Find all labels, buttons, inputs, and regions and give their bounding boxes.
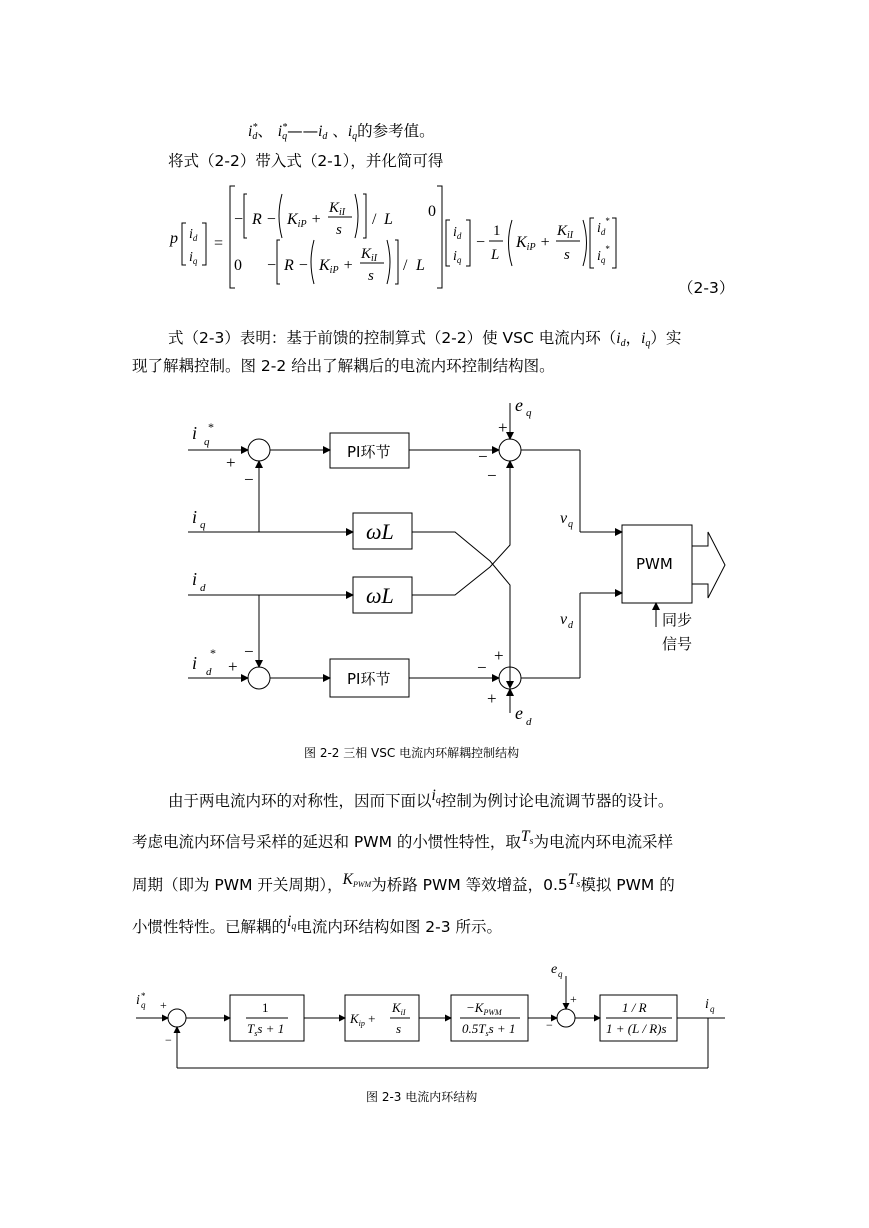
svg-text:1 + (L / R)s: 1 + (L / R)s — [606, 1021, 667, 1036]
text-run: ）实 — [650, 329, 682, 347]
svg-text:L: L — [416, 257, 425, 274]
label-iq-ref-sub: q — [204, 436, 210, 448]
svg-text:−: − — [476, 234, 486, 251]
svg-text:q: q — [526, 407, 532, 419]
svg-text:L: L — [384, 211, 393, 228]
svg-text:e: e — [515, 703, 523, 723]
sum-junction-d1 — [248, 667, 270, 689]
paragraph-2-line-4: 小惯性特性。已解耦的$i_q$电流内环结构如图 2-3 所示。 — [132, 913, 502, 936]
svg-text:−: − — [477, 658, 487, 677]
svg-text:−: − — [233, 211, 244, 228]
svg-text:d: d — [526, 716, 532, 728]
svg-text:R −: R − — [284, 257, 309, 274]
svg-text:+: + — [570, 992, 577, 1006]
svg-text:s: s — [564, 247, 570, 263]
separator: 、 — [332, 122, 348, 140]
svg-text:i: i — [192, 423, 198, 443]
svg-text:s: s — [336, 222, 342, 238]
reference-definition-line: $i_d^*$、 $i_q^*——i_d$ 、$i_q$的参考值。 — [248, 122, 435, 142]
svg-text:+: + — [498, 418, 508, 437]
svg-text:KiP +: KiP + — [287, 211, 322, 230]
omega-l-label-2: ωL — [366, 583, 394, 608]
svg-text:iq: $i_q$ — [453, 249, 462, 265]
figure-2-3-diagram — [128, 958, 728, 1073]
svg-text:q: q — [710, 1004, 715, 1014]
text-run: ， — [625, 329, 642, 347]
svg-text:i: i — [705, 997, 709, 1012]
svg-text:0: 0 — [234, 257, 242, 274]
separator: 、 — [257, 122, 273, 140]
svg-text:v: v — [560, 611, 568, 628]
svg-text:−: − — [487, 466, 497, 485]
svg-text:KiP +: KiP + — [516, 234, 551, 253]
svg-text:KiI: $K_{iI}$ — [392, 1000, 406, 1017]
pi-label-top: PI环节 — [347, 443, 391, 461]
text-run: 控制为例讨论电流调节器的设计。 — [440, 792, 674, 810]
svg-text:KiI: $K_{iI}$ — [329, 200, 346, 218]
svg-text:e: e — [515, 395, 523, 415]
text-run: 式（2-3）表明：基于前馈的控制算式（2-2）使 VSC 电流内环（ — [168, 329, 617, 347]
svg-text:−: − — [546, 1018, 553, 1032]
svg-text:s: s — [368, 268, 374, 284]
svg-text:s: s — [396, 1021, 402, 1036]
text-run: 小惯性特性。已解耦的 — [132, 918, 288, 936]
svg-text:−: − — [266, 257, 277, 274]
sum-junction-q1 — [248, 439, 270, 461]
svg-text:d: d — [206, 666, 212, 678]
svg-text:L: L — [491, 247, 500, 263]
svg-text:i: i — [136, 993, 140, 1008]
svg-text:*: * — [210, 646, 216, 660]
svg-text:+: + — [228, 657, 238, 676]
svg-text:/: / — [372, 211, 377, 228]
svg-text:=: = — [214, 235, 224, 252]
svg-text:KiI: $K_{iI}$ — [557, 223, 574, 241]
sync-label-2: 信号 — [662, 635, 693, 653]
svg-text:*: * — [208, 420, 214, 434]
svg-text:KiI: $K_{iI}$ — [361, 246, 378, 264]
svg-text:Kip +: $K_{ip}$ + — [350, 1011, 376, 1028]
svg-text:−: − — [165, 1033, 172, 1047]
svg-text:i: i — [192, 569, 198, 589]
paragraph-1-line-1: 式（2-3）表明：基于前馈的控制算式（2-2）使 VSC 电流内环（$i_d$，$i_q$）实 — [168, 329, 682, 349]
svg-text:0: 0 — [428, 203, 436, 220]
text-run: 由于两电流内环的对称性，因而下面以 — [168, 792, 432, 810]
svg-text:+: + — [494, 646, 504, 665]
svg-text:1: 1 — [262, 1000, 269, 1015]
equation-number: （2-3） — [678, 279, 735, 297]
svg-text:q: q — [141, 1000, 146, 1010]
output-arrow — [692, 532, 725, 598]
svg-text:v: v — [560, 510, 568, 527]
svg-text:/: / — [403, 257, 408, 274]
svg-text:−KPWM: $-K_{PWM}$ — [466, 1000, 502, 1017]
svg-text:KiP +: KiP + — [319, 257, 354, 276]
paragraph-2-line-2: 考虑电流内环信号采样的延迟和 PWM 的小惯性特性，取$T_s$为电流内环电流采样 — [132, 828, 673, 851]
figure-2-2-diagram — [170, 395, 750, 735]
svg-text:*: * — [141, 991, 146, 1001]
text-run: 周期（即为 PWM 开关周期）， — [132, 876, 343, 894]
svg-text:d: d — [568, 620, 573, 631]
svg-text:+: + — [160, 998, 167, 1012]
text-run: 考虑电流内环信号采样的延迟和 PWM 的小惯性特性，取 — [132, 833, 521, 851]
svg-text:q: q — [200, 519, 206, 531]
svg-text:+: + — [226, 453, 236, 472]
svg-text:R −: R − — [252, 211, 277, 228]
svg-text:id: $i_d$ — [453, 225, 462, 241]
svg-text:iq: $i_q$ — [189, 250, 198, 266]
svg-text:e: e — [551, 962, 558, 977]
equation-2-3 — [160, 180, 720, 295]
dash: —— — [287, 122, 319, 140]
svg-text:Tss + 1: $T_ss + 1$ — [247, 1021, 285, 1038]
text-run: 电流内环结构如图 2-3 所示。 — [296, 918, 502, 936]
svg-text:iq*: $i_q^*$ — [597, 244, 610, 265]
sync-label-1: 同步 — [662, 611, 693, 629]
svg-text:−: − — [244, 642, 254, 661]
paragraph-2-line-1: 由于两电流内环的对称性，因而下面以$i_q$控制为例讨论电流调节器的设计。 — [168, 787, 674, 810]
figure-2-2-caption: 图 2-2 三相 VSC 电流内环解耦控制结构 — [304, 746, 520, 760]
figure-2-3-caption: 图 2-3 电流内环结构 — [366, 1090, 478, 1104]
svg-text:+: + — [487, 689, 497, 708]
svg-text:−: − — [244, 470, 254, 489]
svg-text:q: q — [558, 969, 563, 979]
pwm-label: PWM — [636, 555, 673, 573]
text-run: 为电流内环电流采样 — [533, 833, 673, 851]
text-run: 为桥路 PWM 等效增益，0.5 — [371, 876, 568, 894]
text-run: 模拟 PWM 的 — [580, 876, 675, 894]
omega-l-label-1: ωL — [366, 519, 394, 544]
svg-text:q: q — [568, 519, 573, 530]
svg-text:d: d — [200, 582, 206, 594]
intro-line: 将式（2-2）带入式（2-1），并化简可得 — [168, 152, 444, 170]
svg-text:1: 1 — [493, 223, 501, 239]
pi-label-bottom: PI环节 — [347, 670, 391, 688]
svg-text:i: i — [192, 507, 198, 527]
svg-text:0.5Tss + 1: $0.5T_ss + 1$ — [462, 1021, 516, 1038]
svg-text:1 / R: 1 / R — [622, 1000, 647, 1015]
svg-text:−: − — [478, 447, 488, 466]
svg-text:id*: $i_d^*$ — [597, 216, 610, 237]
svg-text:p: p — [170, 230, 178, 247]
paragraph-1-line-2: 现了解耦控制。图 2-2 给出了解耦后的电流内环控制结构图。 — [132, 357, 555, 375]
paragraph-2-line-3: 周期（即为 PWM 开关周期），$K_{PWM}$为桥路 PWM 等效增益，$0.5T_s$模拟 PWM 的 — [132, 871, 675, 894]
svg-text:i: i — [192, 653, 198, 673]
sum-junction-q2 — [499, 439, 521, 461]
ref-line-tail: 的参考值。 — [357, 122, 435, 140]
svg-text:id: $i_d$ — [189, 227, 198, 243]
